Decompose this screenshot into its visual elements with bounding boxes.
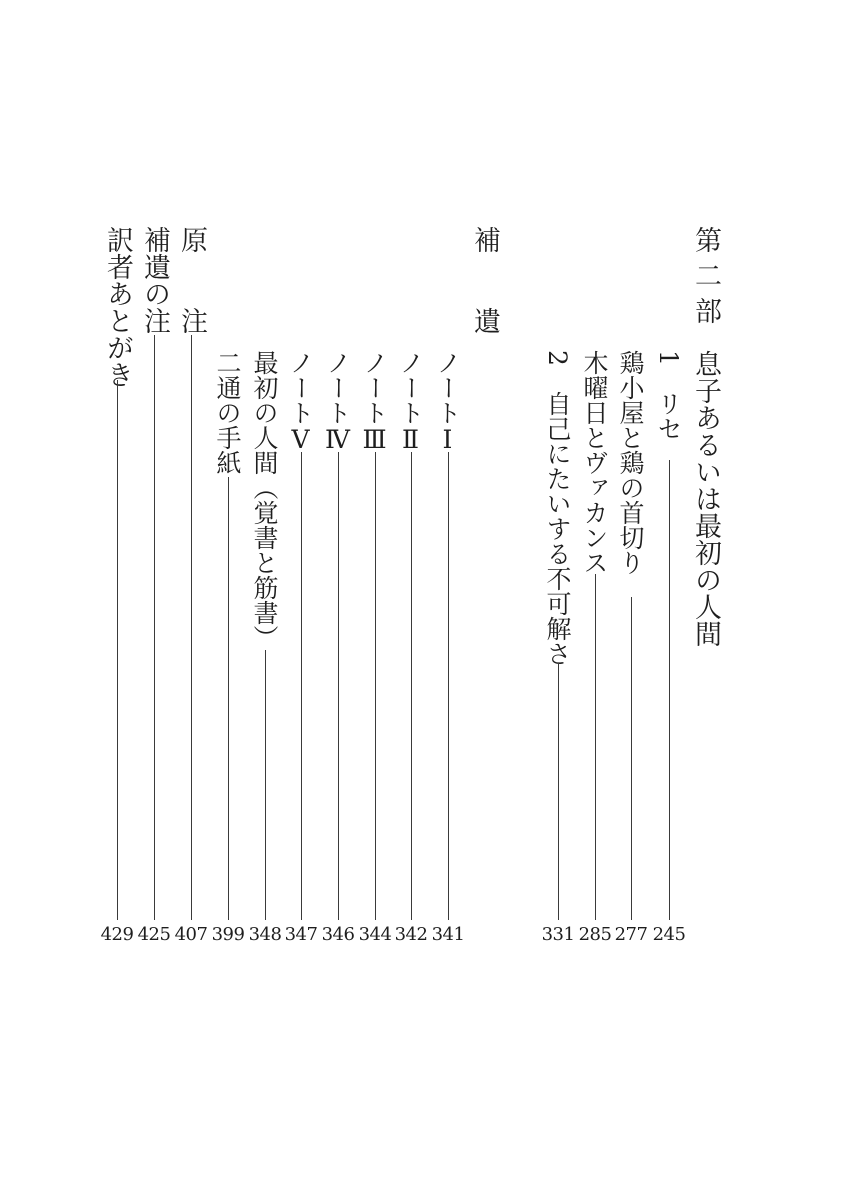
leader-line [301, 452, 302, 920]
part-label: 第 二 部 [690, 226, 721, 325]
page-number: 346 [321, 924, 355, 945]
leader-line [338, 452, 339, 920]
page-number: 425 [137, 924, 171, 945]
leader-line [375, 452, 376, 920]
page-number: 342 [394, 924, 428, 945]
part-title: 息子あるいは最初の人間 [690, 350, 721, 647]
toc-entry-chapter-1[interactable]: 1 リセ [654, 350, 683, 441]
page-number: 331 [541, 924, 575, 945]
page-number: 277 [614, 924, 648, 945]
leader-line [117, 380, 118, 920]
page-number: 341 [431, 924, 465, 945]
toc-entry-note-4[interactable]: ノートⅣ [323, 350, 352, 454]
page-number: 399 [211, 924, 245, 945]
leader-line [228, 477, 229, 920]
leader-line [448, 452, 449, 920]
toc-entry-section-2[interactable]: 木曜日とヴァカンス [580, 350, 609, 575]
page-number: 407 [174, 924, 208, 945]
leader-line [191, 335, 192, 920]
leader-line [595, 574, 596, 920]
toc-entry-section-1[interactable]: 鶏小屋と鶏の首切り [616, 350, 645, 575]
leader-line [631, 597, 632, 920]
supplement-heading: 補 遺 [469, 226, 500, 334]
leader-line [558, 663, 559, 920]
toc-entry-supplement-notes[interactable]: 補遺の注 [139, 226, 170, 334]
toc-entry-translator-afterword[interactable]: 訳者あとがき [102, 226, 133, 388]
toc-entry-note-5[interactable]: ノートⅤ [286, 350, 315, 454]
leader-line [669, 460, 670, 920]
page-number: 348 [248, 924, 282, 945]
page-number: 245 [652, 924, 686, 945]
toc-entry-two-letters[interactable]: 二通の手紙 [213, 350, 242, 475]
toc-entry-first-man[interactable]: 最初の人間（覚書と筋書） [250, 350, 279, 650]
toc-entry-note-1[interactable]: ノートⅠ [433, 350, 462, 454]
page-number: 347 [284, 924, 318, 945]
toc-entry-note-2[interactable]: ノートⅡ [396, 350, 425, 454]
leader-line [154, 335, 155, 920]
leader-line [411, 452, 412, 920]
toc-entry-note-3[interactable]: ノートⅢ [360, 350, 389, 454]
page-number: 285 [578, 924, 612, 945]
leader-line [265, 650, 266, 920]
toc-entry-original-notes[interactable]: 原 注 [176, 226, 207, 334]
page-number: 429 [100, 924, 134, 945]
page-number: 344 [358, 924, 392, 945]
toc-entry-chapter-2[interactable]: 2 自己にたいする不可解さ [543, 350, 572, 666]
